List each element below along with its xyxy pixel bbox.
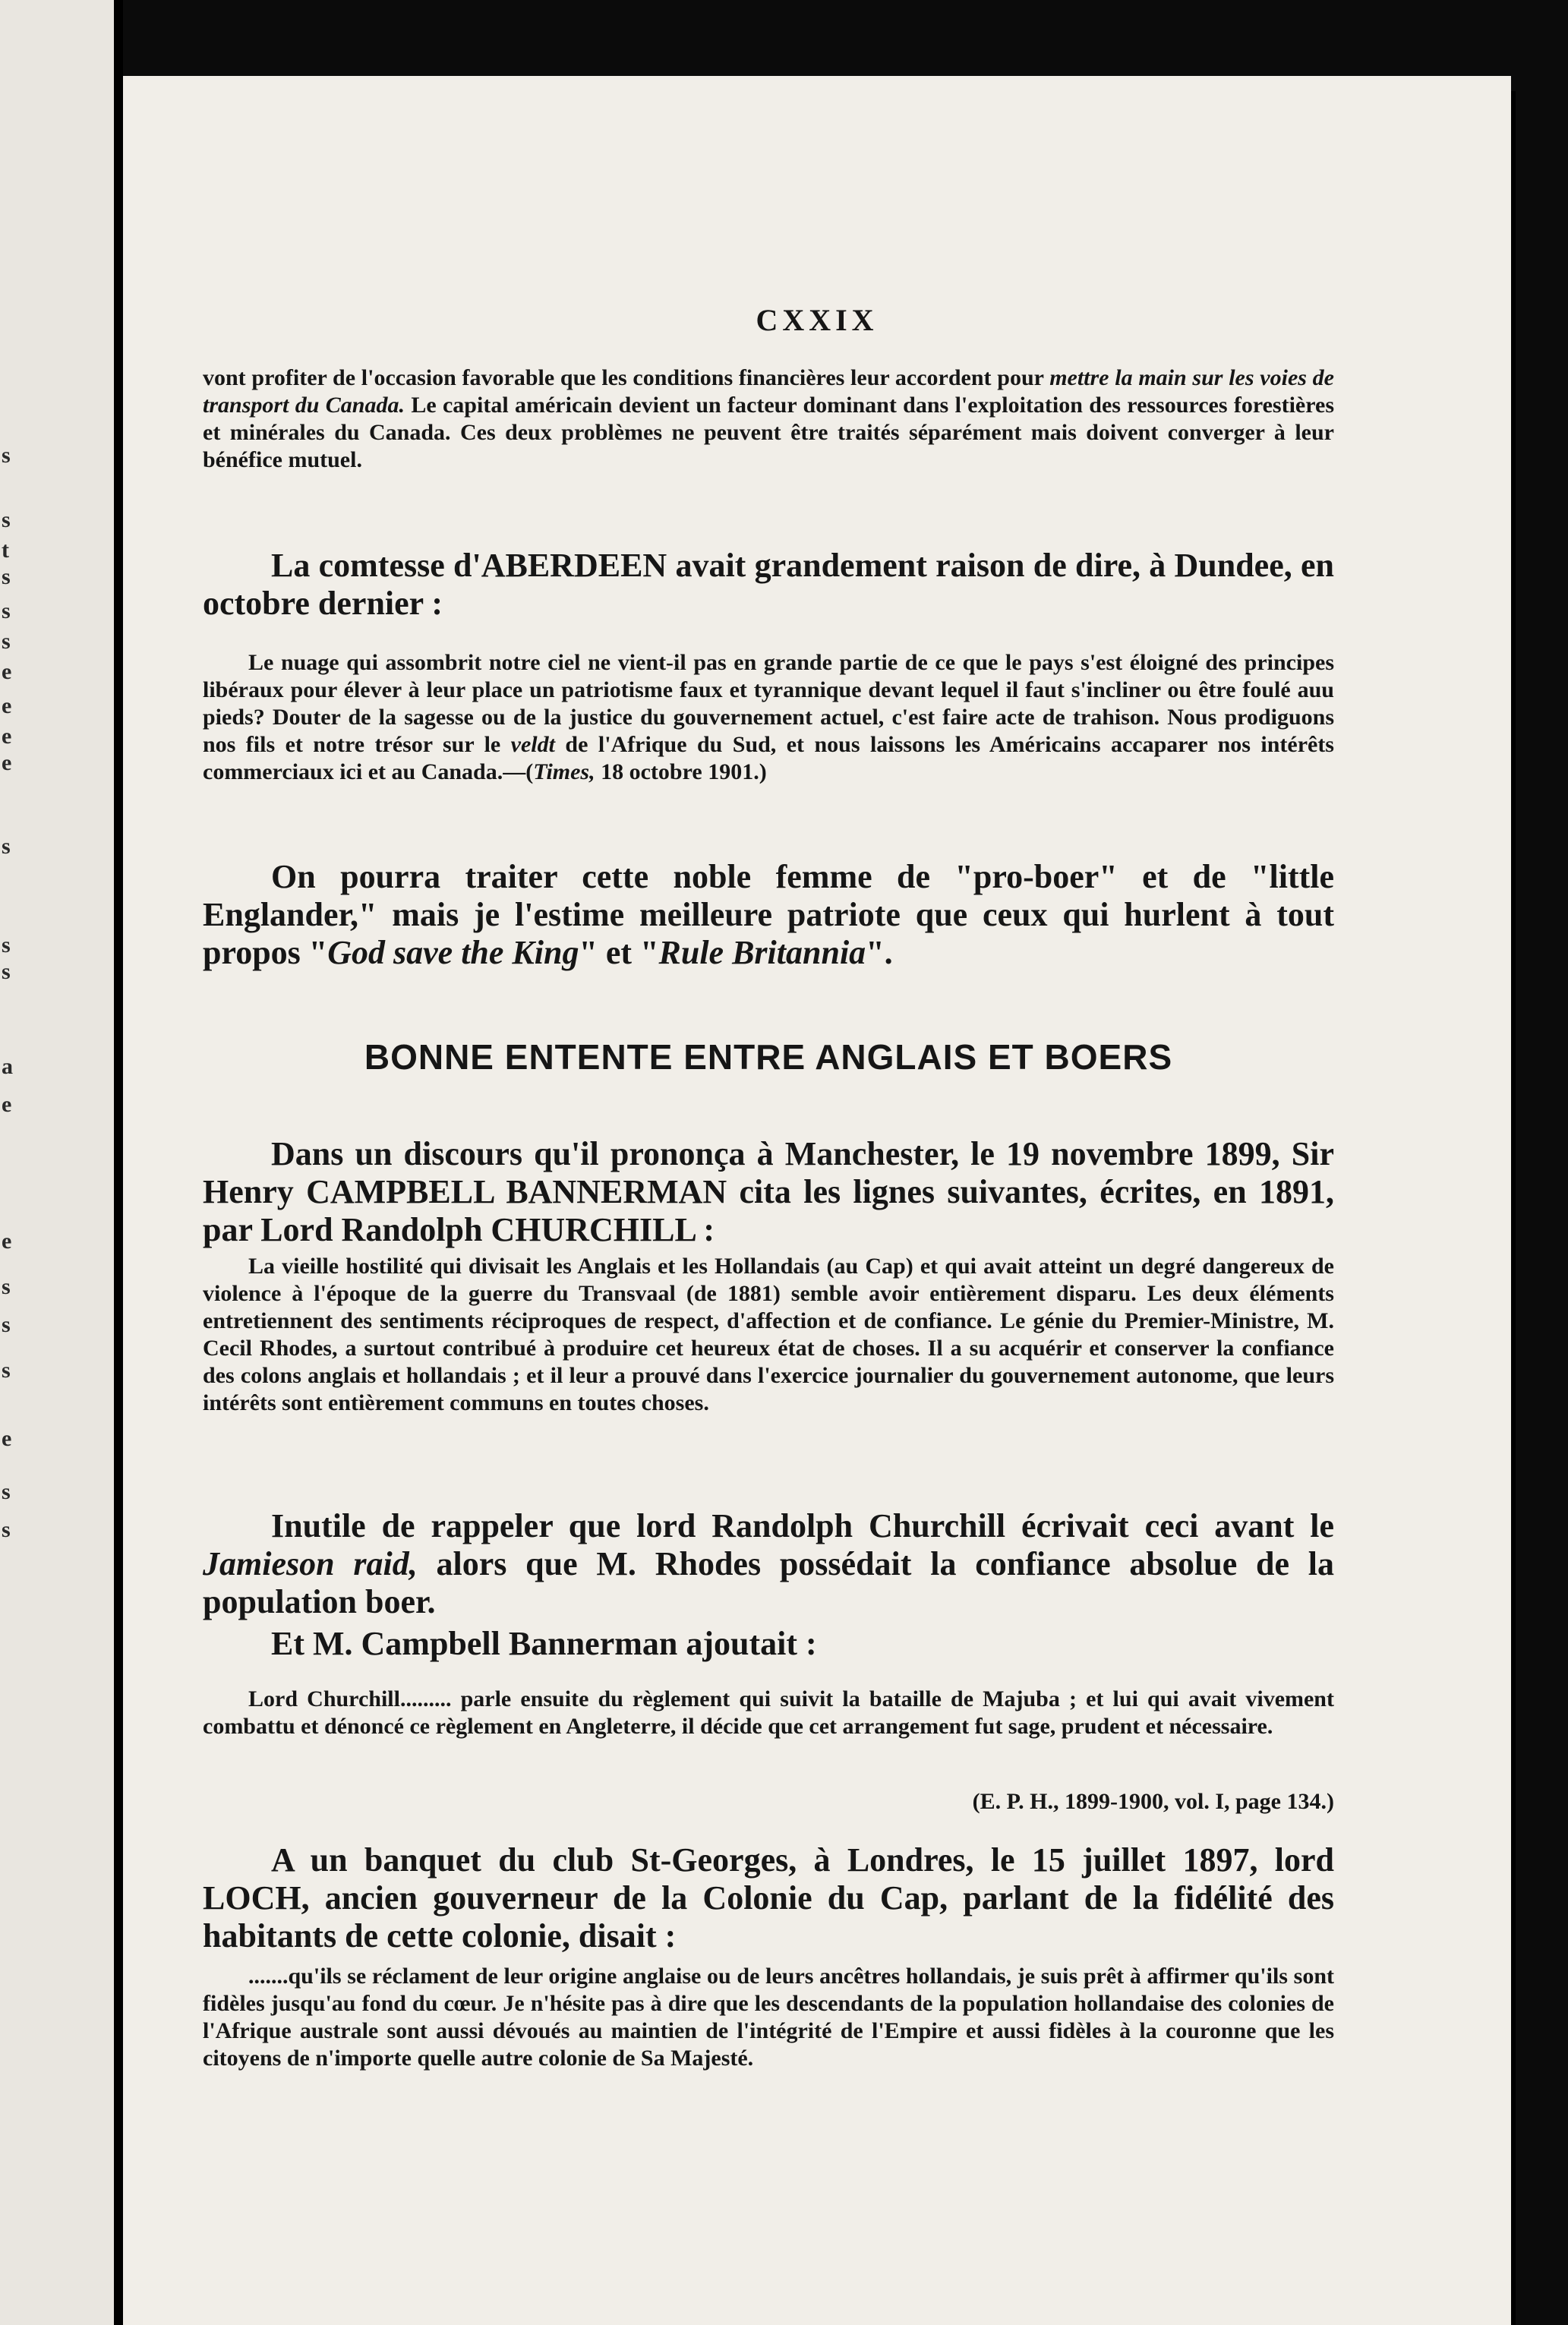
page-number: CXXIX	[756, 303, 879, 337]
adjacent-page-letter: s	[2, 564, 11, 589]
paragraph-text: ".	[866, 934, 893, 971]
paragraph-italic: mettre la main sur les voies de transport du Canada.	[203, 365, 1334, 418]
adjacent-page-letter: s	[2, 598, 11, 623]
adjacent-page-letter: s	[2, 1479, 11, 1504]
quote-text: 18 octobre 1901.)	[595, 759, 767, 784]
citation: (E. P. H., 1899-1900, vol. I, page 134.)	[972, 1789, 1334, 1814]
adjacent-page-letter: s	[2, 629, 11, 654]
document-page	[123, 76, 1511, 2325]
paragraph-jamieson	[203, 1507, 1334, 1621]
paragraph-text: alors que M. Rhodes possédait la confiance absolue de la population boer.	[203, 1545, 1335, 1620]
paragraph-aberdeen: La comtesse d'ABERDEEN avait grandement raison de dire, à Dundee, en octobre dernier :	[203, 547, 1334, 622]
adjacent-page-letter: s	[2, 1517, 11, 1542]
adjacent-page-letter: s	[2, 1312, 11, 1337]
quote-majuba: Lord Churchill......... parle ensuite du règlement qui suivit la bataille de Majuba ; et lui qui avait vivement combattu et dénoncé ce règlement en Angleterre, il décide que cet arrangement fut sage, prudent et nécessaire.	[203, 1686, 1334, 1739]
adjacent-page-letter: e	[2, 750, 12, 775]
paragraph-text: vont profiter de l'occasion favorable que les conditions financières leur accordent pour	[203, 365, 1050, 390]
adjacent-page-letter: e	[2, 1092, 12, 1117]
adjacent-page-letter: t	[2, 538, 9, 563]
page-divider-left	[114, 0, 123, 2325]
quote-italic: veldt	[510, 732, 555, 757]
adjacent-page-letter: e	[2, 693, 12, 718]
paragraph-italic: Jamieson raid,	[203, 1545, 418, 1582]
adjacent-page-letter: e	[2, 724, 12, 749]
quote-aberdeen	[203, 649, 1334, 786]
paragraph-text: Inutile de rappeler que lord Randolph Churchill écrivait ceci avant le	[271, 1507, 1334, 1544]
adjacent-page-letter: s	[2, 443, 11, 468]
paragraph-loch: A un banquet du club St-Georges, à Londres, le 15 juillet 1897, lord LOCH, ancien gouverneur de la Colonie du Cap, parlant de la fidélité des habitants de cette colonie, disait :	[203, 1841, 1334, 1954]
paragraph-capital	[203, 364, 1334, 474]
quote-text: de l'Afrique du Sud, et nous laissons les Américains accaparer nos intérêts commerciaux ici et au Canada.—(	[203, 732, 1334, 784]
quote-text: Le nuage qui assombrit notre ciel ne vient-il pas en grande partie de ce que le pays s'est éloigné des principes libéraux pour élever à leur place un patriotisme faux et tyrannique devant lequel il faut s'incliner ou être foulé auu pieds? Douter de la sagesse ou de la justice du gouvernement actuel, c'est faire acte de trahison. Nous prodiguons nos fils et notre trésor sur le	[203, 650, 1334, 757]
page-divider-right	[1511, 91, 1516, 2325]
quote-loch: .......qu'ils se réclament de leur origine anglaise ou de leurs ancêtres hollandais, je suis prêt à affirmer qu'ils sont fidèles jusqu'au fond du cœur. Je n'hésite pas à dire que les descendants de la population hollandaise des colonies de l'Afrique australe sont aussi dévoués au maintien de l'intégrité de l'Empire et aussi fidèles à la couronne que les citoyens de n'importe quelle autre colonie de Sa Majesté.	[203, 1964, 1334, 2071]
adjacent-page-letter: e	[2, 1229, 12, 1254]
paragraph-text: " et "	[579, 934, 659, 971]
paragraph-text: Le capital américain devient un facteur dominant dans l'exploitation des ressources forestières et minérales du Canada. Ces deux problèmes ne peuvent être traités séparément mais doivent converger à leur bénéfice mutuel.	[203, 393, 1335, 472]
paragraph-pro-boer	[203, 858, 1334, 972]
adjacent-page-letter: s	[2, 932, 11, 957]
section-heading: BONNE ENTENTE ENTRE ANGLAIS ET BOERS	[364, 1037, 1173, 1077]
adjacent-page-letter: e	[2, 659, 12, 684]
paragraph-manchester: Dans un discours qu'il prononça à Manchester, le 19 novembre 1899, Sir Henry CAMPBELL BANNERMAN cita les lignes suivantes, écrites, en 1891, par Lord Randolph CHURCHILL :	[203, 1135, 1334, 1248]
adjacent-page-letter: e	[2, 1426, 12, 1451]
adjacent-page-letter: a	[2, 1054, 13, 1079]
adjacent-page-letter: s	[2, 1274, 11, 1299]
adjacent-page-letter: s	[2, 507, 11, 532]
paragraph-italic: God save the King	[327, 934, 579, 971]
adjacent-page-letter: s	[2, 834, 11, 859]
paragraph-text: On pourra traiter cette noble femme de "pro-boer" et de "little Englander," mais je l'estime meilleure patriote que ceux qui hurlent à tout propos "	[203, 858, 1334, 971]
adjacent-page-edge	[0, 0, 114, 2325]
adjacent-page-letter: s	[2, 1358, 11, 1383]
quote-churchill: La vieille hostilité qui divisait les Anglais et les Hollandais (au Cap) et qui avait atteint un degré dangereux de violence à l'époque de la guerre du Transvaal (de 1881) semble avoir entièrement disparu. Les deux éléments entretiennent des sentiments réciproques de respect, d'affection et de confiance. Le génie du Premier-Ministre, M. Cecil Rhodes, a surtout contribué à produire cet heureux état de choses. Il a su acquérir et conserver la confiance des colons anglais et hollandais ; et il leur a prouvé dans l'exercice journalier du gouvernement autonome, que leurs intérêts sont entièrement communs en toutes choses.	[203, 1254, 1334, 1415]
paragraph-bannerman: Et M. Campbell Bannerman ajoutait :	[271, 1625, 817, 1662]
quote-italic: Times,	[533, 759, 595, 784]
paragraph-italic: Rule Britannia	[658, 934, 866, 971]
adjacent-page-letter: s	[2, 959, 11, 984]
